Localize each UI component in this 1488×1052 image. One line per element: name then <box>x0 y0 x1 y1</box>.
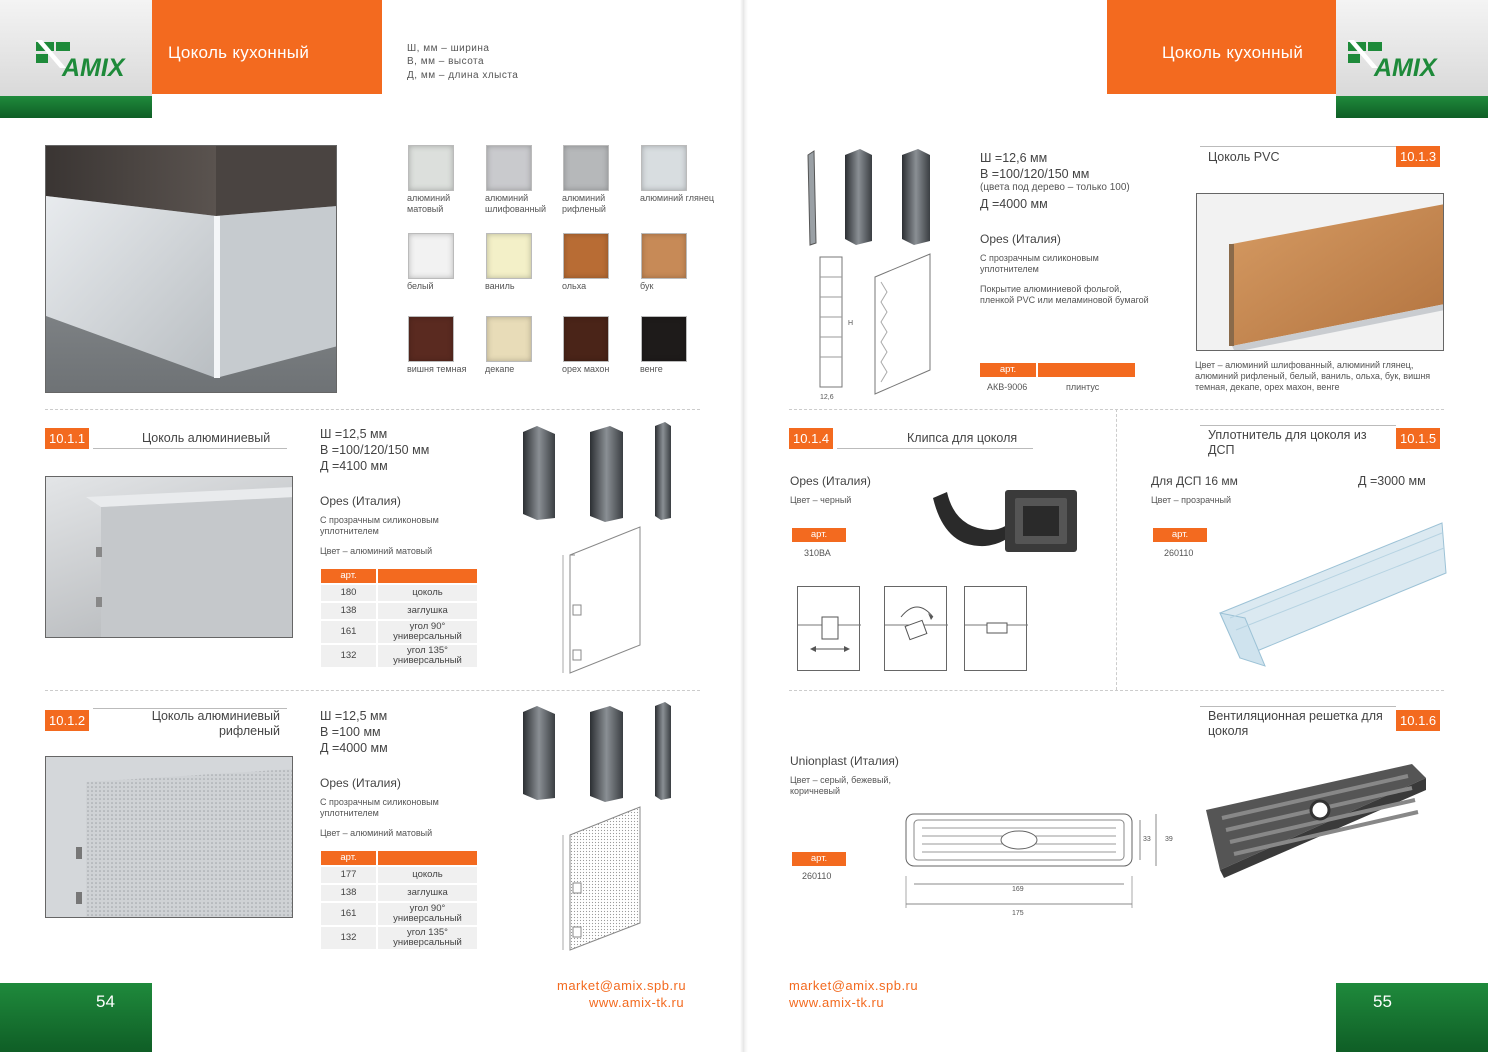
color-swatch <box>408 316 454 362</box>
legend-length: Д, мм – длина хлыста <box>407 70 519 81</box>
vent-grille-photo-icon <box>1200 760 1430 880</box>
art-name: цоколь <box>378 585 477 601</box>
color-swatch-label: вишня темная <box>407 364 467 374</box>
color-swatch-label: белый <box>407 281 434 291</box>
pvc-art-label: арт. <box>980 363 1036 377</box>
hero-kitchen-plinth-photo <box>45 145 337 393</box>
color-swatch-label: декапе <box>485 364 515 374</box>
section-title-1016: Вентиляционная решетка для цоколя <box>1208 709 1383 738</box>
pvc-profile-pieces-icon <box>800 145 950 250</box>
spec-1012-height: В =100 мм <box>320 725 381 739</box>
color-1014: Цвет – черный <box>790 495 852 505</box>
left-page-number: 54 <box>96 992 115 1011</box>
maker-1012: Орes (Италия) <box>320 776 401 790</box>
title-underline-1015 <box>1200 425 1396 426</box>
color-1016: Цвет – серый, бежевый, коричневый <box>790 775 891 796</box>
title-underline-1012 <box>93 708 287 709</box>
photo-1012-art <box>46 757 293 918</box>
art-table-1012 <box>319 849 479 951</box>
art-cell: 161 <box>321 903 376 925</box>
clip-diagram-2 <box>884 586 947 671</box>
color-swatch <box>408 145 454 191</box>
section-code-1014: 10.1.4 <box>789 428 833 449</box>
amix-logo-right <box>1346 38 1461 88</box>
color-swatch-label: ваниль <box>485 281 515 291</box>
pvc-dim-height: H <box>848 320 854 327</box>
pvc-spec-height: В =100/120/150 мм <box>980 167 1090 181</box>
color-swatch-label: венге <box>640 364 663 374</box>
divider-1 <box>45 409 700 410</box>
note-1012-seal: С прозрачным силиконовым уплотнителем <box>320 797 439 818</box>
art-label-1014: арт. <box>792 528 846 542</box>
art-cell: 138 <box>321 885 376 901</box>
maker-1011: Орes (Италия) <box>320 494 401 508</box>
color-swatch <box>408 233 454 279</box>
section-code-1011: 10.1.1 <box>45 428 89 449</box>
spec-1011-length: Д =4100 мм <box>320 459 388 473</box>
art-name: угол 135° универсальный <box>378 645 477 667</box>
section-code-1013: 10.1.3 <box>1396 146 1440 167</box>
title-underline-1011 <box>93 448 287 449</box>
art-code-1015: 260110 <box>1164 548 1194 558</box>
hero-photo-art <box>46 146 337 393</box>
divider-2 <box>45 690 700 691</box>
left-page-title: Цоколь кухонный <box>168 43 310 62</box>
section-code-1016: 10.1.6 <box>1396 710 1440 731</box>
legend-height: В, мм – высота <box>407 56 485 67</box>
pvc-note-coating: Покрытие алюминиевой фольгой, пленкой PVC или меламиновой бумагой <box>980 284 1149 305</box>
section-title-1013: Цоколь PVC <box>1208 150 1280 164</box>
art-code-1016: 260110 <box>802 871 832 881</box>
pvc-spec-length: Д =4000 мм <box>980 197 1048 211</box>
logo-text: AMIX <box>1374 54 1437 82</box>
art-cell: 177 <box>321 867 376 883</box>
corner-pieces-1012-icon <box>515 700 685 805</box>
note-1011-seal: С прозрачным силиконовым уплотнителем <box>320 515 439 536</box>
art-name: заглушка <box>378 603 477 619</box>
drawing-1011-icon <box>555 525 650 680</box>
clip-diagram-3 <box>964 586 1027 671</box>
pvc-dim-width: 12,6 <box>820 394 834 401</box>
pvc-art-name: плинтус <box>1066 382 1100 392</box>
art-name: угол 135° универсальный <box>378 927 477 949</box>
pvc-art-code: АКВ-9006 <box>987 382 1028 392</box>
photo-1012-ribbed-plinth <box>45 756 293 918</box>
art-cell: 161 <box>321 621 376 643</box>
maker-1016: Unionplast (Италия) <box>790 754 899 768</box>
pvc-maker: Орes (Италия) <box>980 232 1061 246</box>
color-swatch <box>563 233 609 279</box>
pvc-spec-width: Ш =12,6 мм <box>980 151 1048 165</box>
clip-diagram-1-art <box>798 587 861 672</box>
logo-text: AMIX <box>62 54 125 82</box>
art-table-1011 <box>319 567 479 669</box>
clip-diagram-3-art <box>965 587 1028 672</box>
right-site-link[interactable]: www.amix-tk.ru <box>789 995 885 1010</box>
pvc-profile-drawing-icon <box>805 252 945 402</box>
seal-profile-photo-icon <box>1210 518 1448 668</box>
spec-1012-length: Д =4000 мм <box>320 741 388 755</box>
left-footer-green <box>0 983 152 1052</box>
art-cell: 132 <box>321 927 376 949</box>
vent-dim-outer-h: 39 <box>1165 836 1173 843</box>
legend-width: Ш, мм – ширина <box>407 43 490 54</box>
photo-1011-art <box>46 477 293 638</box>
title-underline-1016 <box>1200 706 1396 707</box>
left-header-green-bar <box>0 96 152 118</box>
art-label-1015: арт. <box>1153 528 1207 542</box>
art-name: заглушка <box>378 885 477 901</box>
clip-diagram-1 <box>797 586 860 671</box>
clip-diagram-2-art <box>885 587 948 672</box>
pvc-spec-wood-note: (цвета под дерево – только 100) <box>980 182 1130 193</box>
divider-r2 <box>789 690 1444 691</box>
section-code-1015: 10.1.5 <box>1396 428 1440 449</box>
clip-photo-icon <box>925 478 1085 563</box>
color-swatch-label: алюминий рифленый <box>562 193 606 214</box>
right-header-green-bar <box>1336 96 1488 118</box>
spread-gutter <box>740 0 748 1052</box>
section-title-1012: Цоколь алюминиевый рифленый <box>151 709 280 738</box>
photo-1011-aluminium-plinth <box>45 476 293 638</box>
drawing-1012-icon <box>555 805 650 955</box>
art-name: цоколь <box>378 867 477 883</box>
art-header: арт. <box>321 851 376 865</box>
color-swatch <box>641 145 687 191</box>
art-name: угол 90° универсальный <box>378 621 477 643</box>
note-1012-color: Цвет – алюминий матовый <box>320 828 433 838</box>
color-swatch <box>486 145 532 191</box>
note-1011-color: Цвет – алюминий матовый <box>320 546 433 556</box>
vent-dim-outer-w: 175 <box>1012 910 1024 917</box>
divider-vertical <box>1116 409 1117 690</box>
color-swatch-label: алюминий глянец <box>640 193 714 203</box>
art-cell: 132 <box>321 645 376 667</box>
color-swatch <box>486 316 532 362</box>
right-page-number: 55 <box>1373 992 1392 1011</box>
photo-1013-art <box>1197 194 1444 351</box>
section-title-1011: Цоколь алюминиевый <box>142 431 271 445</box>
art-header: арт. <box>321 569 376 583</box>
art-cell: 138 <box>321 603 376 619</box>
color-swatch-label: орех махон <box>562 364 610 374</box>
photo-1013-pvc-plinth <box>1196 193 1444 351</box>
color-1015: Цвет – прозрачный <box>1151 495 1232 505</box>
vent-dim-inner-w: 169 <box>1012 886 1024 893</box>
color-swatch <box>563 316 609 362</box>
color-swatch-label: бук <box>640 281 654 291</box>
section-title-1014: Клипса для цоколя <box>907 431 1018 445</box>
title-underline-1014 <box>837 448 1033 449</box>
art-code-1014: 310ВА <box>804 548 831 558</box>
title-underline-1013 <box>1200 146 1396 147</box>
pvc-note-seal: С прозрачным силиконовым уплотнителем <box>980 253 1099 274</box>
art-label-1016: арт. <box>792 852 846 866</box>
color-swatch-label: ольха <box>562 281 587 291</box>
spec-1012-width: Ш =12,5 мм <box>320 709 388 723</box>
right-email-link[interactable]: market@amix.spb.ru <box>789 978 919 993</box>
right-page-title: Цоколь кухонный <box>1162 43 1304 62</box>
color-swatch <box>486 233 532 279</box>
art-name: угол 90° универсальный <box>378 903 477 925</box>
for-1015: Для ДСП 16 мм <box>1151 474 1238 488</box>
length-1015: Д =3000 мм <box>1358 474 1426 488</box>
section-title-1015: Уплотнитель для цоколя из ДСП <box>1208 428 1367 457</box>
corner-pieces-1011-icon <box>515 420 685 525</box>
spec-1011-width: Ш =12,5 мм <box>320 427 388 441</box>
color-swatch <box>641 233 687 279</box>
maker-1014: Орes (Италия) <box>790 474 871 488</box>
left-site-link[interactable]: www.amix-tk.ru <box>589 995 685 1010</box>
color-swatch <box>563 145 609 191</box>
color-swatch-label: алюминий матовый <box>407 193 451 214</box>
art-cell: 180 <box>321 585 376 601</box>
vent-dim-inner-h: 33 <box>1143 836 1151 843</box>
vent-grille-drawing-icon <box>900 808 1180 923</box>
spec-1011-height: В =100/120/150 мм <box>320 443 430 457</box>
right-footer-green <box>1336 983 1488 1052</box>
left-email-link[interactable]: market@amix.spb.ru <box>557 978 687 993</box>
colors-1013: Цвет – алюминий шлифованный, алюминий глянец, алюминий рифленый, белый, ваниль, ольха, бук, вишня темная, декапе, орех махон, венге <box>1195 360 1431 392</box>
amix-logo-left <box>34 38 149 88</box>
section-code-1012: 10.1.2 <box>45 710 89 731</box>
color-swatch-label: алюминий шлифованный <box>485 193 547 214</box>
pvc-art-bar <box>1038 363 1135 377</box>
color-swatch <box>641 316 687 362</box>
